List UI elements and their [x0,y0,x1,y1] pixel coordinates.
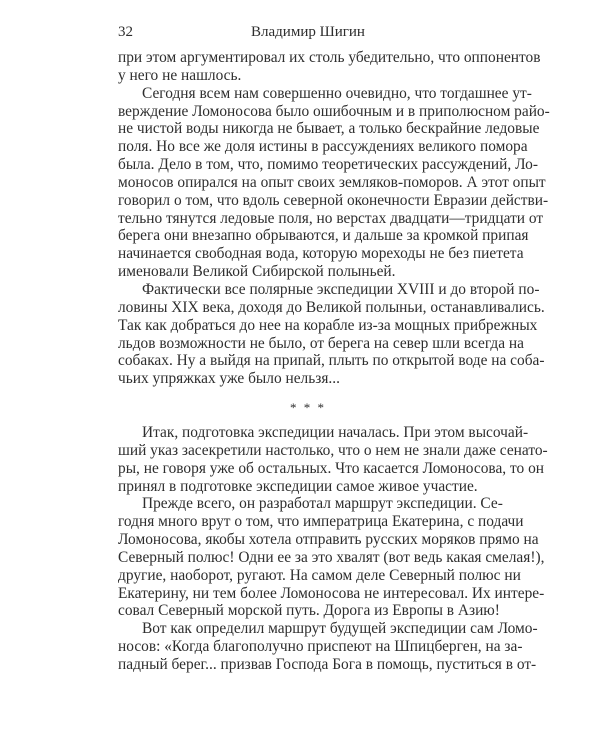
text-line: не чистой воды никогда не бывает, а только бескрайние ледовые [118,120,540,138]
text-line: была. Дело в том, что, помимо теоретических рассуждений, Ло- [118,156,538,174]
text-line: годня много врут о том, что императрица Екатерина, с подачи [118,513,524,531]
text-line: именовали Великой Сибирской полыньей. [118,263,396,281]
text-line: Фактически все полярные экспедиции XVIII и до второй по- [142,280,540,298]
text-line: чьих упряжках уже было нельзя... [118,370,340,388]
text-line: падный берег... призвав Господа Бога в помощь, пуститься в от- [118,655,537,673]
text-line: ры, не говоря уже об остальных. Что касается Ломоносова, то он [118,459,544,477]
text-line: у него не нашлось. [118,66,242,84]
paragraph [118,49,541,85]
section-separator: * * * [290,400,326,415]
text-line: Итак, подготовка экспедиции началась. При этом высочай- [142,424,529,441]
text-line: Ломоносова, якобы хотела отправить русских моряков прямо на [118,531,539,549]
text-line: принял в подготовке экспедиции самое живое участие. [118,477,478,495]
text-line: верждение Ломоносова было ошибочным и в приполюсном райо- [118,102,550,120]
text-line: при этом аргументировал их столь убедительно, что оппонентов [118,49,541,66]
text-line: ловины XIX века, доходя до Великой полыньи, останавливались. [118,298,545,316]
page-header [118,24,498,42]
text-section-1 [118,49,550,388]
text-line: моносов опирался на опыт своих земляков-поморов. А этот опыт [118,173,546,191]
text-line: Прежде всего, он разработал маршрут экспедиции. Се- [142,495,503,513]
paragraph [118,495,545,620]
running-title: Владимир Шигин [251,24,365,40]
text-line: начинается свободная вода, которую мореходы не без пиетета [118,245,524,263]
text-line: Северный полюс! Одни ее за это хвалят (вот ведь какая смелая!), [118,548,545,566]
text-line: говорил о том, что вдоль северной оконечности Евразии действи- [118,191,549,209]
paragraph [118,280,545,388]
text-line: тельно тянутся ледовые поля, но верстах двадцати—тридцати от [118,209,544,227]
text-line: Сегодня всем нам совершенно очевидно, что тогдашнее ут- [142,84,532,102]
text-line: Екатерину, ни тем более Ломоносова не интересовал. Их интере- [118,584,545,602]
text-line: Так как добраться до нее на корабле из-за мощных прибрежных [118,316,538,334]
paragraph [118,620,538,674]
text-line: носов: «Когда благополучно приспеют на Шпицберген, на за- [118,638,523,656]
text-line: поля. Но все же доля истины в рассуждениях великого помора [118,138,528,156]
text-line: собаках. Ну а выйдя на припай, плыть по открытой воде на соба- [118,352,545,370]
text-line: льдов возможности не было, от берега на север шли всегда на [118,334,524,352]
text-section-2 [118,424,548,674]
paragraph [118,84,550,281]
page-number: 32 [118,24,133,40]
text-line: ший указ засекретили настолько, что о нем не знали даже сенато- [118,441,548,459]
paragraph [118,424,548,495]
text-line: берега они внезапно обрываются, и дальше за кромкой припая [118,227,529,245]
text-line: другие, наоборот, ругают. На самом деле Северный полюс ни [118,566,521,584]
text-line: совал Северный морской путь. Дорога из Европы в Азию! [118,602,500,620]
text-line: Вот как определил маршрут будущей экспедиции сам Ломо- [142,620,538,638]
